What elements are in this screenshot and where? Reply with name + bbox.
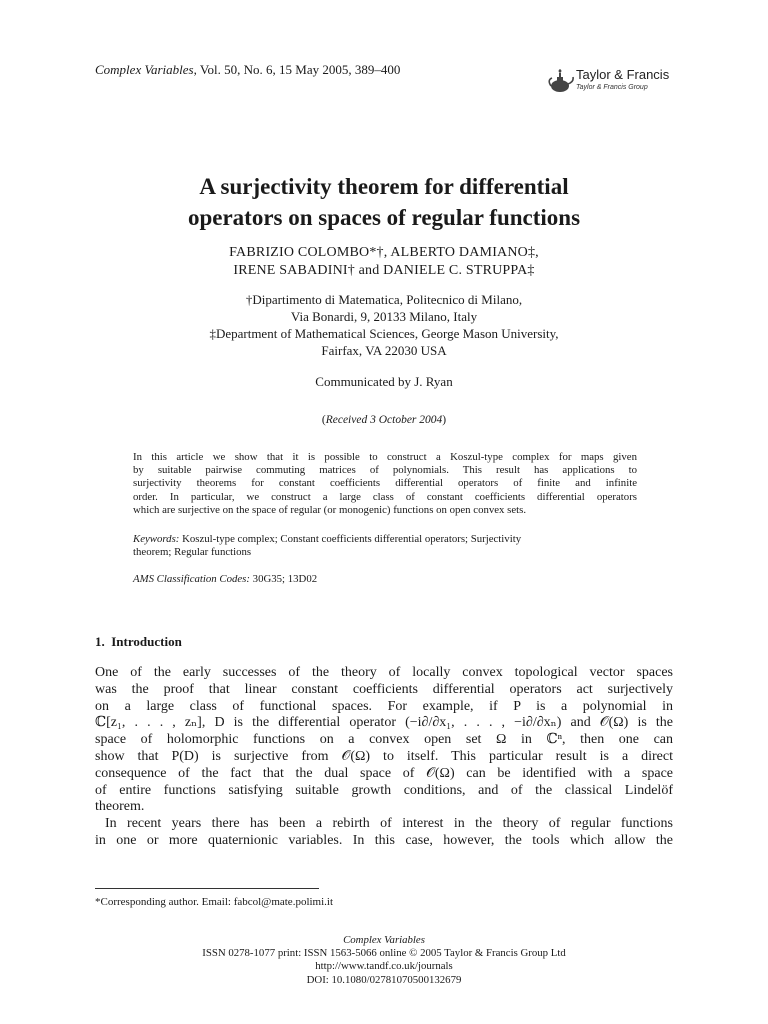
ams-codes: 30G35; 13D02 — [249, 573, 318, 585]
author-list — [0, 244, 768, 280]
affiliation-line: Via Bonardi, 9, 20133 Milano, Italy — [290, 309, 478, 324]
section-title: Introduction — [111, 634, 182, 649]
body-line: consequence of the fact that the dual space of 𝒪(Ω) can be identified with a space — [95, 765, 673, 781]
body-line: in one or more quaternionic variables. In this case, however, the tools which allow the — [95, 832, 673, 848]
publisher-logo-text: Taylor & Francis — [576, 67, 670, 82]
keywords-label: Keywords: — [133, 533, 180, 545]
body-line: space of holomorphic functions on a convex open set Ω in ℂⁿ, then one can — [95, 732, 673, 748]
affiliation-line: †Dipartimento di Matematica, Politecnico di Milano, — [245, 292, 523, 307]
affiliations — [0, 291, 768, 359]
section-heading — [95, 634, 182, 650]
publisher-logo-subtext: Taylor & Francis Group — [576, 84, 648, 91]
authors-line-2: IRENE SABADINI† and DANIELE C. STRUPPA‡ — [233, 263, 535, 278]
body-line: theorem. — [95, 799, 145, 815]
footer-url[interactable]: http://www.tandf.co.uk/journals — [315, 960, 453, 973]
body-line: ℂ[z₁, . . . , zₙ], D is the differential operator (−i∂/∂x₁, . . . , −i∂/∂xₙ) and 𝒪(Ω) is the — [95, 715, 673, 731]
title-line-2: operators on spaces of regular functions — [187, 205, 581, 230]
keywords — [133, 533, 637, 559]
body-line: on a large class of functional spaces. For example, if P is a polynomial in — [95, 698, 673, 714]
keywords-text: Koszul-type complex; Constant coefficients differential operators; Surjectivity — [179, 533, 522, 545]
authors-line-1: FABRIZIO COLOMBO*†, ALBERTO DAMIANO‡, — [229, 245, 539, 260]
body-line: One of the early successes of the theory of locally convex topological vector spaces — [95, 665, 673, 680]
abstract-line: which are surjective on the space of regular (or monogenic) functions on open convex sets. — [133, 503, 527, 516]
abstract-line: In this article we show that it is possible to construct a Koszul-type complex for maps given — [133, 451, 637, 463]
footer-doi: DOI: 10.1080/02781070500132679 — [306, 973, 462, 986]
communicated-by: Communicated by J. Ryan — [315, 374, 453, 389]
abstract-line: order. In particular, we construct a large class of constant coefficients differential operators — [133, 490, 637, 503]
ams-label: AMS Classification Codes: — [133, 573, 250, 585]
abstract-line: by suitable pairwise commuting matrices of polynomials. This result has applications to — [133, 464, 637, 477]
abstract-line: surjectivity theorems for constant coefficients differential operators of finite and infinite — [133, 477, 637, 490]
teapot-lamp-icon — [548, 66, 574, 96]
body-line: show that P(D) is surjective from 𝒪(Ω) to itself. This particular result is a direct — [95, 748, 673, 764]
paper-title — [0, 171, 768, 233]
section-number: 1. — [95, 634, 105, 649]
page-footer — [0, 934, 768, 987]
received-date: (Received 3 October 2004) — [321, 414, 447, 426]
journal-name: Complex Variables — [95, 62, 194, 77]
ams-classification — [133, 573, 317, 585]
footer-journal: Complex Variables — [343, 934, 425, 946]
abstract — [133, 451, 637, 517]
affiliation-line: ‡Department of Mathematical Sciences, George Mason University, — [209, 326, 559, 341]
footnote-divider — [95, 888, 319, 889]
title-line-1: A surjectivity theorem for differential — [199, 174, 569, 199]
affiliation-line: Fairfax, VA 22030 USA — [321, 343, 447, 358]
footer-issn: ISSN 0278-1077 print: ISSN 1563-5066 online © 2005 Taylor & Francis Group Ltd — [202, 947, 566, 960]
body-line: was the proof that linear constant coefficients differential operators act surjectively — [95, 681, 673, 697]
received-text: Received 3 October 2004 — [325, 414, 443, 426]
citation-details: , Vol. 50, No. 6, 15 May 2005, 389–400 — [193, 62, 401, 77]
corresponding-author-footnote: *Corresponding author. Email: fabcol@mate.polimi.it — [95, 896, 334, 908]
journal-citation — [95, 62, 400, 78]
body-line: of entire functions satisfying suitable growth conditions, and of the classical Lindelöf — [95, 782, 673, 798]
body-text — [95, 665, 673, 850]
body-line: In recent years there has been a rebirth of interest in the theory of regular functions — [105, 816, 673, 832]
keywords-text-2: theorem; Regular functions — [133, 546, 252, 559]
publisher-logo — [548, 66, 688, 100]
